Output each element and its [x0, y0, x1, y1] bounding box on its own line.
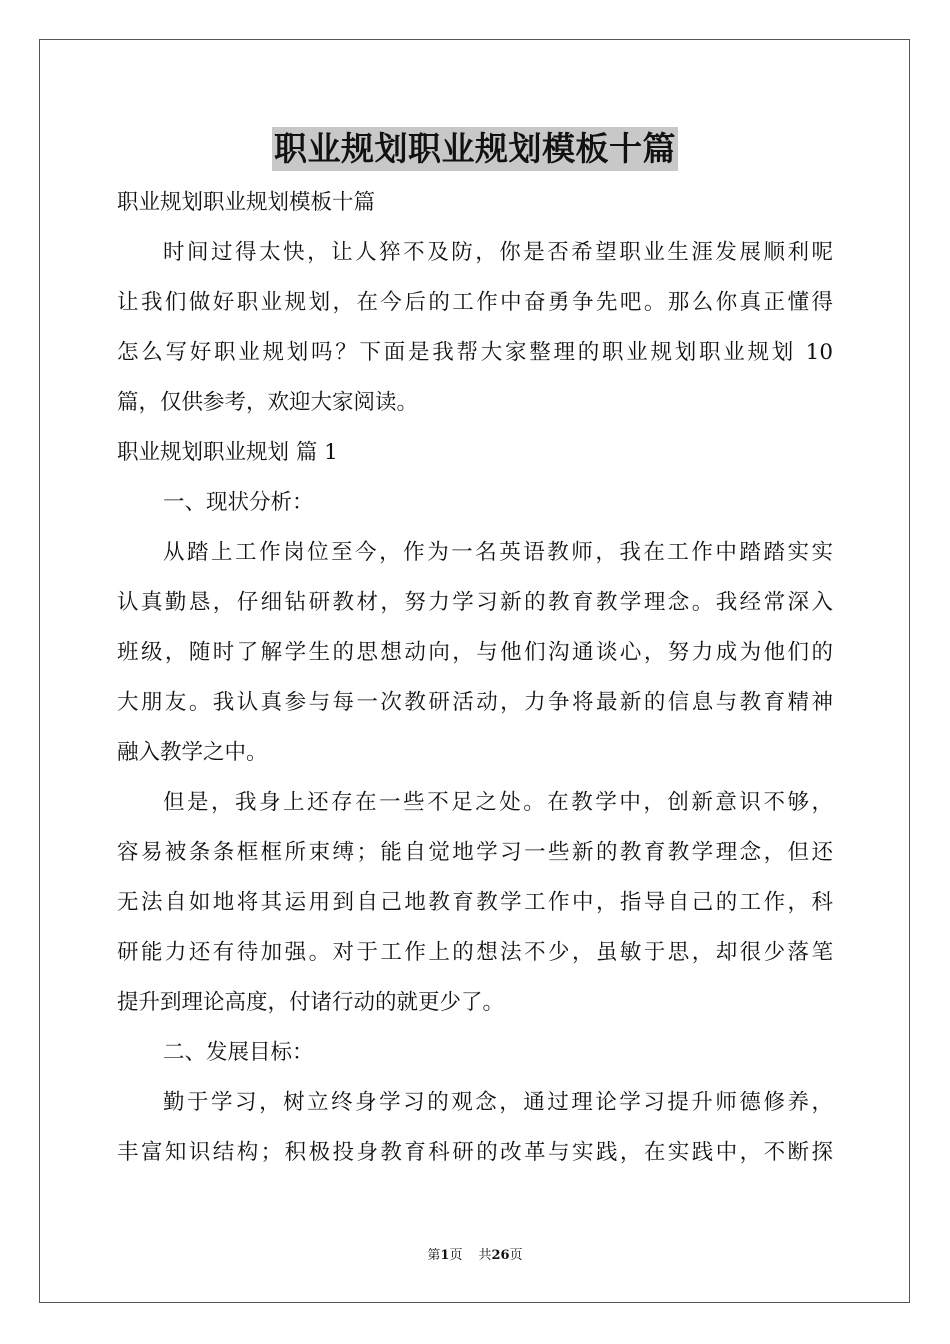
document-title: 职业规划职业规划模板十篇 [272, 127, 678, 171]
text-line: 无法自如地将其运用到自己地教育教学工作中，指导自己的工作，科 [117, 890, 833, 915]
text-line: 班级，随时了解学生的思想动向，与他们沟通谈心，努力成为他们的 [117, 640, 833, 665]
text-line: 融入教学之中。 [117, 740, 268, 765]
text-line: 二、发展目标： [163, 1040, 314, 1065]
text-line: 丰富知识结构；积极投身教育科研的改革与实践，在实践中，不断探 [117, 1140, 833, 1165]
text-line: 容易被条条框框所束缚；能自觉地学习一些新的教育教学理念，但还 [117, 840, 833, 865]
page-suffix: 页 [449, 1248, 463, 1263]
document-body [117, 178, 833, 1178]
text-line: 提升到理论高度，付诸行动的就更少了。 [117, 990, 505, 1015]
text-line: 职业规划职业规划 篇 1 [117, 440, 338, 465]
total-prefix: 共 [478, 1248, 492, 1263]
page-footer [0, 1247, 950, 1265]
text-line: 时间过得太快，让人猝不及防，你是否希望职业生涯发展顺利呢 [163, 240, 833, 265]
page-prefix: 第 [427, 1248, 441, 1263]
current-page-number: 1 [440, 1248, 450, 1263]
total-suffix: 页 [509, 1248, 523, 1263]
text-line: 职业规划职业规划模板十篇 [117, 190, 376, 215]
text-line: 怎么写好职业规划吗？下面是我帮大家整理的职业规划职业规划 10 [117, 340, 833, 365]
title-container [0, 127, 950, 171]
text-line: 一、现状分析： [163, 490, 314, 515]
text-line: 认真勤恳，仔细钻研教材，努力学习新的教育教学理念。我经常深入 [117, 590, 833, 615]
text-line: 勤于学习，树立终身学习的观念，通过理论学习提升师德修养， [163, 1090, 833, 1115]
text-line: 让我们做好职业规划，在今后的工作中奋勇争先吧。那么你真正懂得 [117, 290, 833, 315]
text-line: 大朋友。我认真参与每一次教研活动，力争将最新的信息与教育精神 [117, 690, 833, 715]
text-line: 研能力还有待加强。对于工作上的想法不少，虽敏于思，却很少落笔 [117, 940, 833, 965]
total-page-count: 26 [491, 1248, 510, 1263]
text-line: 从踏上工作岗位至今，作为一名英语教师，我在工作中踏踏实实 [163, 540, 833, 565]
text-line: 篇，仅供参考，欢迎大家阅读。 [117, 390, 419, 415]
text-line: 但是，我身上还存在一些不足之处。在教学中，创新意识不够， [163, 790, 833, 815]
